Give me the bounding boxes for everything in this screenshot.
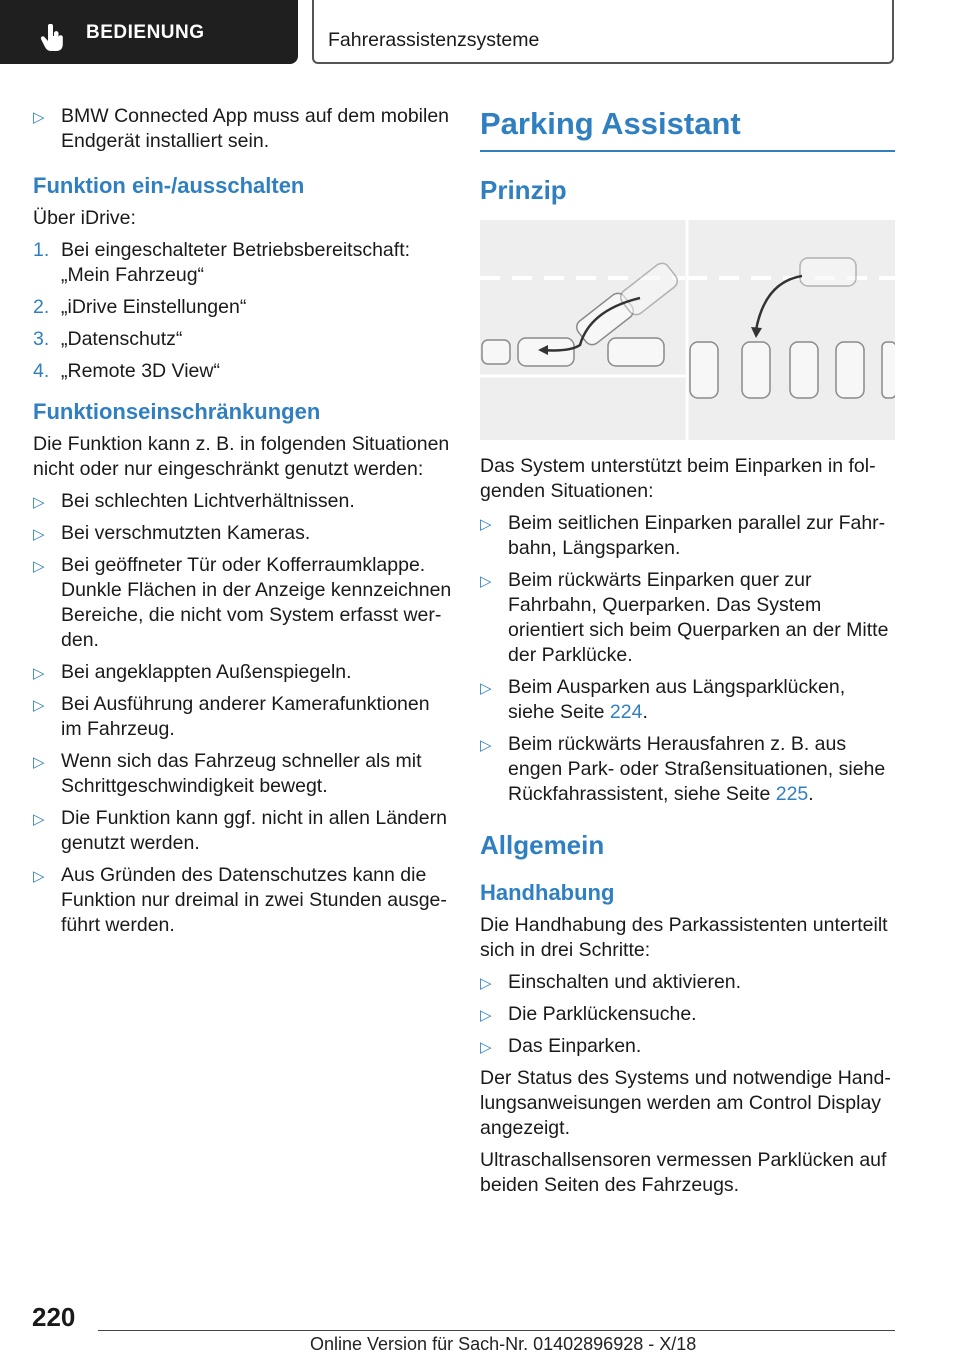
- list-item: ▷ Das Einparken.: [480, 1034, 895, 1059]
- triangle-bullet-icon: ▷: [33, 108, 45, 126]
- list-item: ▷ Bei angeklappten Außenspiegeln.: [33, 660, 453, 685]
- triangle-bullet-icon: ▷: [33, 493, 45, 511]
- footer-divider: [98, 1330, 895, 1331]
- triangle-bullet-icon: ▷: [33, 525, 45, 543]
- footer-online-version: Online Version für Sach-Nr. 01402896928 - X/18: [310, 1334, 697, 1354]
- heading-principle: Prinzip: [480, 175, 567, 205]
- triangle-bullet-icon: ▷: [33, 753, 45, 771]
- heading-limits: Funktionseinschränkungen: [33, 399, 321, 424]
- sensor-text: Ultraschallsensoren vermessen Parklücken auf beiden Seiten des Fahrzeugs.: [480, 1149, 887, 1196]
- principle-list: [480, 511, 895, 807]
- list-item: ▷ Bei Ausführung anderer Kamerafunktionen im Fahrzeug.: [33, 693, 430, 740]
- principle-text: Das System unterstützt beim Einparken in folgenden Situationen:: [480, 455, 876, 502]
- handling-text: Die Handhabung des Parkassistenten unterteilt sich in drei Schritte:: [480, 914, 888, 961]
- triangle-bullet-icon: ▷: [480, 1038, 492, 1056]
- list-item: ▷ Bei schlechten Lichtverhältnissen.: [33, 489, 453, 514]
- toggle-intro: Über iDrive:: [33, 207, 136, 229]
- chapter-label: BEDIENUNG: [86, 22, 205, 43]
- hand-pointer-icon: [40, 24, 66, 52]
- list-item: ▷ Die Funktion kann ggf. nicht in allen Ländern genutzt werden.: [33, 807, 447, 854]
- list-item: ▷ Wenn sich das Fahrzeug schneller als mit Schrittgeschwindigkeit bewegt.: [33, 750, 422, 797]
- list-item: 4. „Remote 3D View“: [33, 360, 220, 382]
- list-item: 3. „Datenschutz“: [33, 328, 183, 350]
- limits-list: [33, 489, 453, 938]
- chapter-tab: [0, 0, 298, 64]
- list-item: ▷ Beim seitlichen Einparken parallel zur Fahrbahn, Längsparken.: [480, 512, 886, 559]
- triangle-bullet-icon: ▷: [33, 664, 45, 682]
- list-item: ▷ Einschalten und aktivieren.: [480, 970, 895, 995]
- section-title: Fahrerassistenzsysteme: [328, 29, 540, 51]
- page-title: Parking Assistant: [480, 104, 895, 152]
- triangle-bullet-icon: ▷: [480, 1006, 492, 1024]
- left-column: [33, 104, 453, 945]
- list-item: ▷ Beim Ausparken aus Längsparklücken, siehe Seite 224.: [480, 676, 846, 723]
- handling-list: [480, 970, 895, 1059]
- right-column: [480, 104, 895, 1205]
- triangle-bullet-icon: ▷: [480, 515, 492, 533]
- section-header: [312, 0, 894, 64]
- heading-toggle: Funktion ein-/ausschalten: [33, 173, 305, 198]
- list-item: ▷ Bei verschmutzten Kameras.: [33, 521, 453, 546]
- list-item: 2. „iDrive Einstellungen“: [33, 296, 247, 318]
- parking-illustration: [480, 220, 895, 440]
- steps-list: [33, 238, 453, 384]
- list-item: ▷ Aus Gründen des Datenschutzes kann die Funktion nur dreimal in zwei Stunden ausgeführt werden.: [33, 864, 447, 936]
- limits-intro: Die Funktion kann z. B. in folgenden Situationen nicht oder nur eingeschränkt genutzt werden:: [33, 433, 450, 480]
- triangle-bullet-icon: ▷: [33, 557, 45, 575]
- page-link-225[interactable]: 225: [775, 783, 809, 805]
- list-item: ▷ BMW Connected App muss auf dem mobilen Endgerät installiert sein.: [33, 105, 450, 152]
- triangle-bullet-icon: ▷: [480, 974, 492, 992]
- triangle-bullet-icon: ▷: [480, 679, 492, 697]
- list-item: ▷ Beim rückwärts Einparken quer zur Fahrbahn, Querparken. Das System orientiert sich beim Querparken an der Mitte der Parklücke.: [480, 569, 889, 666]
- list-item: 1. Bei eingeschalteter Betriebsbereitschaft: „Mein Fahrzeug“: [33, 239, 411, 286]
- list-item: ▷ Bei geöffneter Tür oder Kofferraumklappe. Dunkle Flächen in der Anzeige kennzeichnen Bereiche, die nicht vom System erfasst werden.: [33, 554, 452, 651]
- status-text: Der Status des Systems und notwendige Handlungsanweisungen werden am Control Display angezeigt.: [480, 1067, 891, 1139]
- triangle-bullet-icon: ▷: [33, 810, 45, 828]
- page-number: 220: [32, 1302, 76, 1332]
- heading-general: Allgemein: [480, 830, 605, 860]
- list-item: ▷ Die Parklückensuche.: [480, 1002, 895, 1027]
- list-item: ▷ Beim rückwärts Herausfahren z. B. aus engen Park- oder Straßensituationen, siehe Rückfahrassistent, siehe Seite 225.: [480, 733, 886, 805]
- triangle-bullet-icon: ▷: [480, 736, 492, 754]
- triangle-bullet-icon: ▷: [33, 696, 45, 714]
- page-link-224[interactable]: 224: [609, 701, 643, 723]
- heading-handling: Handhabung: [480, 880, 615, 905]
- triangle-bullet-icon: ▷: [480, 572, 492, 590]
- triangle-bullet-icon: ▷: [33, 867, 45, 885]
